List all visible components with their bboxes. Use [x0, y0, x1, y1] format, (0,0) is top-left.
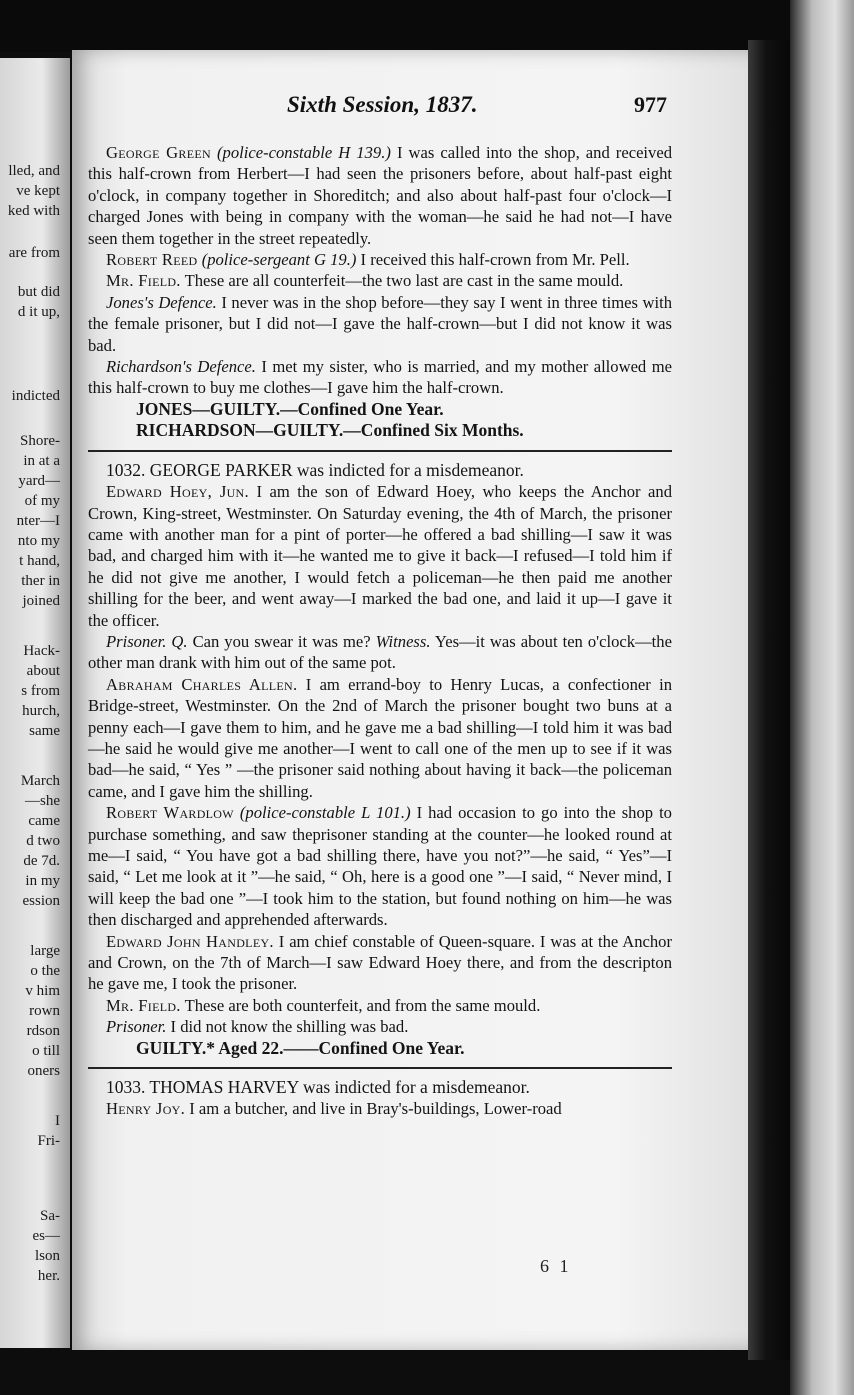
- scan-frame-top: [0, 0, 854, 52]
- defence-text: I never was in the shop before—they say I went in three times with the female prisoner, but I did not—I gave the half-crown—but I did not know it was bad.: [88, 292, 672, 355]
- book-binding-shadow: [748, 40, 792, 1360]
- testimony-wardlow: [88, 802, 672, 930]
- section-divider-2: [88, 1067, 672, 1069]
- section-divider: [88, 450, 672, 452]
- scan-background-right: [790, 0, 854, 1395]
- speaker-label: Prisoner.: [106, 631, 167, 651]
- facing-page-fragment: Shore-: [20, 433, 60, 449]
- facing-page-fragment: March: [20, 773, 60, 789]
- speaker-name: Mr. Field.: [106, 995, 181, 1015]
- witness-name: Abraham Charles Allen.: [106, 674, 298, 694]
- witness-name: Robert Wardlow: [106, 803, 234, 823]
- page-number: 977: [634, 92, 667, 117]
- case-1033-title: 1033. THOMAS HARVEY was indicted for a misdemeanor.: [106, 1077, 530, 1098]
- facing-page-fragment: o the: [30, 963, 60, 979]
- facing-page-fragment: d two: [26, 833, 60, 849]
- defence-jones: [88, 292, 672, 356]
- witness-rank: (police-constable H 139.): [217, 143, 391, 162]
- facing-page-fragment: came: [28, 813, 60, 829]
- facing-page-fragment: Sa-: [40, 1208, 60, 1224]
- facing-page-edge: [0, 58, 70, 1348]
- facing-page-fragment: v him: [25, 983, 60, 999]
- running-title: Sixth Session, 1837.: [287, 92, 478, 117]
- question-label: Q.: [171, 631, 188, 651]
- facing-page-fragment: large: [30, 943, 60, 959]
- facing-page-fragment: —she: [25, 793, 60, 809]
- facing-page-fragment: Fri-: [37, 1133, 60, 1149]
- facing-page-fragment: nto my: [17, 533, 60, 549]
- facing-page-fragment: yard—: [18, 473, 60, 489]
- witness-rank: (police-constable L 101.): [239, 803, 411, 823]
- facing-page-fragment: hurch,: [22, 703, 60, 719]
- facing-page-fragment: lson: [34, 1248, 60, 1264]
- statement-text: These are all counterfeit—the two last are cast in the same mould.: [184, 271, 624, 291]
- facing-page-fragment: Hack-: [23, 643, 60, 659]
- testimony-text: I am chief constable of Queen-square. I was at the Anchor and Crown, on the 7th of March—I saw Edward Hoey there, and from the descripton he gave me, I took the prisoner.: [88, 931, 672, 994]
- witness-name: George Green: [106, 143, 211, 162]
- facing-page-fragment: rdson: [26, 1023, 60, 1039]
- verdict-parker: GUILTY.* Aged 22.——Confined One Year.: [136, 1037, 465, 1058]
- answer-text: Yes—it was about ten o'clock—the other man drank with him out of the same pot.: [88, 631, 672, 673]
- facing-page-fragment: ve kept: [16, 183, 60, 199]
- facing-page-fragment: nter—I: [16, 513, 60, 529]
- facing-page-fragment: her.: [37, 1268, 60, 1284]
- facing-page-fragment: ther in: [21, 573, 60, 589]
- facing-page-fragment: ked with: [7, 203, 60, 219]
- speaker-label: Prisoner.: [106, 1017, 167, 1037]
- testimony-reed: [88, 249, 672, 270]
- page-header: [72, 92, 672, 122]
- book-page: [72, 50, 754, 1350]
- facing-page-fragment: de 7d.: [23, 853, 60, 869]
- testimony-handley: [88, 931, 672, 995]
- verdict-jones: JONES—GUILTY.—Confined One Year.: [136, 398, 444, 419]
- witness-label: Witness.: [375, 631, 431, 651]
- facing-page-fragment: lled, and: [8, 163, 60, 179]
- testimony-hoey: [88, 481, 672, 631]
- verdict-richardson: RICHARDSON—GUILTY.—Confined Six Months.: [136, 420, 524, 441]
- facing-page-fragment: joined: [22, 593, 60, 609]
- testimony-text: I had occasion to go into the shop to purchase something, and saw theprisoner standing at the counter—he looked round at me—I said, “ You have got a bad shilling there, have you not?”—he said, “ Yes”—I said, “ Let me look at it ”—he said, “ Oh, here is a good one ”—I said, “ Never mind, I will keep the bad one ”—I took him to the station, but found nothing on him—he was then discharged and apprehended afterwards.: [88, 803, 672, 930]
- facing-page-fragment: o till: [32, 1043, 60, 1059]
- facing-page-fragment: in at a: [23, 453, 60, 469]
- page-body: [88, 142, 672, 1120]
- facing-page-fragment: t hand,: [19, 553, 60, 569]
- testimony-allen: [88, 674, 672, 802]
- signature-mark: 6 1: [540, 1256, 572, 1276]
- facing-page-fragment: ession: [22, 893, 60, 909]
- prisoner-question: [88, 631, 672, 674]
- statement-field: [88, 270, 672, 291]
- statement-text: I did not know the shilling was bad.: [170, 1017, 409, 1037]
- witness-name: Edward Hoey, Jun.: [106, 482, 249, 502]
- testimony-joy: [88, 1098, 672, 1119]
- testimony-text: I am the son of Edward Hoey, who keeps the Anchor and Crown, King-street, Westminster. On Saturday evening, the 4th of March, the prisoner came with another man for a pint of porter—he offered a bad shilling—I saw it was bad, and charged him with it—he wanted me to give it back—I refused—I told him if he did not give me another, I would fetch a policeman—he then paid me another shilling for the beer, and went away—I marked the bad one, and laid it up—I gave it the officer.: [88, 482, 672, 630]
- statement-field-2: [88, 995, 672, 1016]
- facing-page-fragment: s from: [21, 683, 60, 699]
- statement-text: These are both counterfeit, and from the same mould.: [184, 995, 541, 1015]
- facing-page-fragment: in my: [25, 873, 60, 889]
- testimony-text: I am errand-boy to Henry Lucas, a confectioner in Bridge-street, Westminster. On the 2nd of March the prisoner bought two buns at a penny each—I gave them to him, and he gave me a bad shilling—I told him it was bad—he said he would give me another—I went to call one of the men up to see if it was bad—he said, “ Yes ” —the prisoner said nothing about having it back—the policeman came, and I gave him the shilling.: [88, 674, 672, 801]
- facing-page-fragment: are from: [8, 245, 60, 261]
- facing-page-fragment: d it up,: [17, 304, 60, 320]
- testimony-green: [88, 142, 672, 249]
- case-1032-title: 1032. GEORGE PARKER was indicted for a misdemeanor.: [106, 459, 524, 480]
- facing-page-fragment: same: [29, 723, 60, 739]
- witness-name: Robert Reed: [106, 250, 198, 270]
- facing-page-fragment: oners: [27, 1063, 60, 1079]
- question-text: Can you swear it was me?: [192, 631, 371, 651]
- facing-page-fragment: but did: [17, 284, 60, 300]
- defence-label: Richardson's Defence.: [106, 357, 256, 377]
- facing-page-fragment: indicted: [11, 388, 60, 404]
- witness-name: Henry Joy.: [106, 1099, 186, 1119]
- facing-page-fragment: about: [26, 663, 60, 679]
- testimony-text: I am a butcher, and live in Bray's-buildings, Lower-road: [189, 1099, 562, 1119]
- witness-name: Edward John Handley.: [106, 931, 274, 951]
- facing-page-fragment: I: [55, 1113, 60, 1129]
- facing-page-fragment: es—: [32, 1228, 60, 1244]
- facing-page-fragment: of my: [24, 493, 60, 509]
- defence-text: I met my sister, who is married, and my mother allowed me this half-crown to buy me clothes—I gave him the half-crown.: [88, 357, 672, 398]
- facing-page-fragment: rown: [29, 1003, 60, 1019]
- defence-label: Jones's Defence.: [106, 292, 217, 312]
- testimony-text: I received this half-crown from Mr. Pell.: [360, 250, 630, 270]
- defence-richardson: [88, 356, 672, 399]
- testimony-text: I was called into the shop, and received this half-crown from Herbert—I had seen the prisoners before, about half-past eight o'clock, in company together in Shoreditch; and also about half-past four o'clock—I charged Jones with being in company with the woman—he said he had not—I have seen them together in the street repeatedly.: [88, 143, 672, 248]
- witness-rank: (police-sergeant G 19.): [201, 250, 357, 270]
- prisoner-statement: [88, 1016, 672, 1037]
- speaker-name: Mr. Field.: [106, 271, 181, 291]
